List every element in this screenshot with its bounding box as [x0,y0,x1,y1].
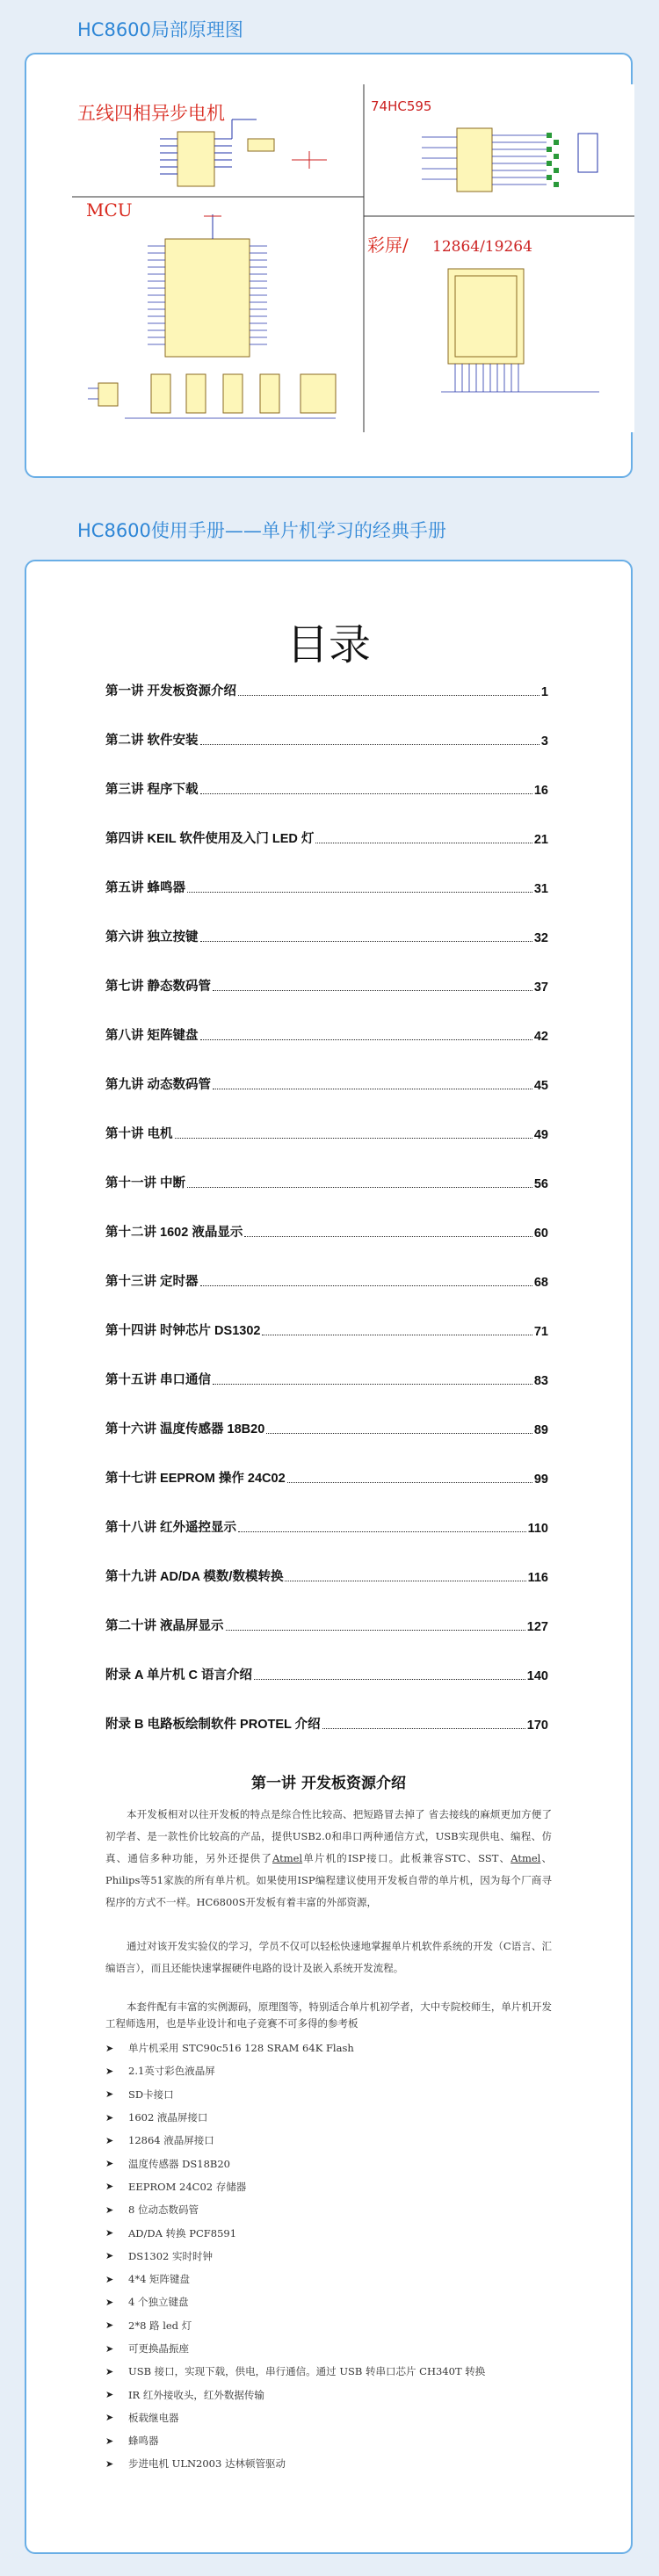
feature-text: 板载继电器 [128,2411,179,2424]
toc-entry-page: 89 [533,1423,548,1437]
arrow-bullet-icon: ➤ [105,2250,114,2262]
feature-item [105,2314,562,2337]
toc-dot-leader [322,1728,525,1729]
arrow-bullet-icon: ➤ [105,2065,114,2077]
toc-entry[interactable] [105,1123,548,1142]
toc-dot-leader [238,695,540,696]
toc-entry-page: 31 [533,882,548,896]
toc-dot-leader [213,990,532,991]
label-motor: 五线四相异步电机 [77,103,225,124]
toc-entry-page: 3 [540,734,548,749]
toc-entry-label: 第十一讲 中断 [105,1176,186,1190]
feature-item [105,2337,562,2360]
feature-text: 单片机采用 STC90c516 128 SRAM 64K Flash [128,2042,354,2055]
toc-entry-page: 99 [533,1473,548,1487]
toc-entry-label: 第八讲 矩阵键盘 [105,1029,199,1043]
arrow-bullet-icon: ➤ [105,2389,114,2401]
toc-entry-label: 附录 B 电路板绘制软件 PROTEL 介绍 [105,1718,321,1732]
toc-entry-page: 170 [526,1719,548,1733]
feature-text: AD/DA 转换 PCF8591 [128,2226,237,2240]
feature-text: SD卡接口 [128,2088,174,2101]
toc-entry-label: 第十六讲 温度传感器 18B20 [105,1422,265,1436]
toc-entry-label: 附录 A 单片机 C 语言介绍 [105,1668,253,1682]
feature-item [105,2290,562,2313]
toc-dot-leader [200,793,532,794]
toc-entry-label: 第二十讲 液晶屏显示 [105,1619,224,1633]
toc-dot-leader [200,941,532,942]
toc-entry-label: 第十三讲 定时器 [105,1275,199,1289]
toc-entry[interactable] [105,926,548,945]
feature-item [105,2268,562,2290]
arrow-bullet-icon: ➤ [105,2296,114,2308]
toc-entry[interactable] [105,1713,548,1733]
toc-entry-page: 16 [533,784,548,798]
feature-text: 2*8 路 led 灯 [128,2319,192,2332]
feature-item [105,2106,562,2129]
manual-card [25,560,633,2554]
toc-entry-label: 第六讲 独立按键 [105,930,199,944]
feature-text: 蜂鸣器 [128,2435,159,2448]
arrow-bullet-icon: ➤ [105,2227,114,2240]
toc-entry[interactable] [105,1566,548,1585]
arrow-bullet-icon: ➤ [105,2181,114,2193]
arrow-bullet-icon: ➤ [105,2457,114,2470]
feature-item [105,2452,562,2475]
toc-entry[interactable] [105,1221,548,1241]
feature-text: 2.1英寸彩色液晶屏 [128,2065,215,2078]
toc-entry[interactable] [105,680,548,699]
section-title-schematic: HC8600局部原理图 [77,19,243,40]
arrow-bullet-icon: ➤ [105,2042,114,2054]
feature-text: 4 个独立键盘 [128,2296,189,2309]
toc-entry[interactable] [105,1615,548,1634]
feature-text: 12864 液晶屏接口 [128,2134,214,2147]
toc-dot-leader [238,1531,526,1532]
feature-text: EEPROM 24C02 存储器 [128,2180,247,2193]
lecture-heading: 第一讲 开发板资源介绍 [251,1775,406,1792]
feature-item [105,2059,562,2082]
toc-entry[interactable] [105,1172,548,1191]
toc-entry-label: 第十二讲 1602 液晶显示 [105,1226,243,1240]
lecture-paragraph-3: 本套件配有丰富的实例源码，原理图等，特别适合单片机初学者，大中专院校师生，单片机开发工程师选用，也是毕业设计和电子竞赛不可多得的参考板 [105,2001,552,2030]
toc-entry[interactable] [105,1024,548,1044]
feature-text: 4*4 矩阵键盘 [128,2273,191,2286]
feature-item [105,2245,562,2268]
toc-entry-page: 56 [533,1177,548,1191]
feature-item [105,2221,562,2244]
toc-entry-page: 45 [533,1079,548,1093]
toc-entry-label: 第七讲 静态数码管 [105,980,212,994]
label-hc595: 74HC595 [371,98,432,114]
arrow-bullet-icon: ➤ [105,2111,114,2124]
arrow-bullet-icon: ➤ [105,2365,114,2377]
arrow-bullet-icon: ➤ [105,2134,114,2146]
section-title-manual: HC8600使用手册——单片机学习的经典手册 [77,520,446,541]
toc-entry-page: 42 [533,1030,548,1044]
feature-text: 8 位动态数码管 [128,2203,199,2217]
feature-item [105,2152,562,2174]
label-lcd: 12864/19264 [432,238,532,256]
toc-entry-page: 1 [540,685,548,699]
feature-item [105,2129,562,2152]
toc-entry-page: 60 [533,1226,548,1241]
toc-entry-label: 第五讲 蜂鸣器 [105,881,186,895]
toc-entry-label: 第十五讲 串口通信 [105,1373,212,1387]
toc-entry-page: 71 [533,1325,548,1339]
toc-dot-leader [226,1630,525,1631]
arrow-bullet-icon: ➤ [105,2319,114,2332]
lecture-paragraph-2: 通过对该开发实验仪的学习，学员不仅可以轻松快速地掌握单片机软件系统的开发（C语言、汇编语言），而且还能快速掌握硬件电路的设计及嵌入系统开发流程。 [105,1940,552,1974]
toc-entry-page: 127 [526,1620,548,1634]
toc-dot-leader [200,1285,532,1286]
toc-entry[interactable] [105,828,548,847]
feature-text: IR 红外接收头，红外数据传输 [128,2388,264,2401]
toc-entry-label: 第十九讲 AD/DA 模数/数模转换 [105,1570,284,1584]
toc-dot-leader [175,1138,532,1139]
toc-dot-leader [213,1384,532,1385]
toc-entry-page: 116 [527,1571,548,1585]
toc-dot-leader [200,1039,532,1040]
feature-item [105,2083,562,2106]
arrow-bullet-icon: ➤ [105,2342,114,2355]
toc-entry-page: 49 [533,1128,548,1142]
toc-entry[interactable] [105,778,548,798]
toc-dot-leader [254,1679,525,1680]
toc-entry[interactable] [105,975,548,995]
toc-entry-page: 110 [527,1522,548,1536]
arrow-bullet-icon: ➤ [105,2203,114,2216]
feature-text: DS1302 实时时钟 [128,2249,214,2262]
toc-entry-page: 68 [533,1276,548,1290]
feature-item [105,2406,562,2429]
toc-entry-label: 第三讲 程序下载 [105,783,199,797]
toc-entry[interactable] [105,729,548,749]
toc-entry-label: 第十讲 电机 [105,1127,173,1141]
schematic-card [25,53,633,478]
toc-dot-leader [200,744,540,745]
toc-entry[interactable] [105,1369,548,1388]
toc-entry-label: 第十四讲 时钟芯片 DS1302 [105,1324,261,1338]
toc-entry-label: 第十八讲 红外遥控显示 [105,1521,237,1535]
toc-entry-page: 32 [533,931,548,945]
toc-entry[interactable] [105,1074,548,1093]
feature-text: 可更换晶振座 [128,2342,189,2355]
feature-text: 温度传感器 DS18B20 [128,2157,230,2170]
feature-item [105,2037,562,2059]
toc-entry[interactable] [105,877,548,896]
arrow-bullet-icon: ➤ [105,2412,114,2424]
label-mcu: MCU [86,199,133,221]
toc-entry-label: 第十七讲 EEPROM 操作 24C02 [105,1472,286,1486]
arrow-bullet-icon: ➤ [105,2158,114,2170]
toc-entry-label: 第二讲 软件安装 [105,734,199,748]
toc-heading: 目录 [286,620,371,669]
toc-entry-page: 37 [533,980,548,995]
toc-entry[interactable] [105,1320,548,1339]
feature-text: 1602 液晶屏接口 [128,2111,208,2124]
feature-list [105,2037,562,2476]
arrow-bullet-icon: ➤ [105,2088,114,2101]
toc-entry-label: 第一讲 开发板资源介绍 [105,684,237,698]
arrow-bullet-icon: ➤ [105,2273,114,2285]
toc-dot-leader [287,1482,532,1483]
toc-entry-label: 第四讲 KEIL 软件使用及入门 LED 灯 [105,832,315,846]
toc-entry[interactable] [105,1467,548,1487]
feature-item [105,2429,562,2452]
feature-text: 步进电机 ULN2003 达林顿管驱动 [128,2457,286,2471]
feature-item [105,2360,562,2383]
toc-entry[interactable] [105,1418,548,1437]
toc-dot-leader [244,1236,532,1237]
feature-text: USB 接口，实现下载，供电，串行通信。通过 USB 转串口芯片 CH340T 转换 [128,2365,486,2378]
feature-item [105,2175,562,2198]
toc-entry-page: 83 [533,1374,548,1388]
toc-entry-page: 21 [533,833,548,847]
feature-item [105,2198,562,2221]
toc-entry-label: 第九讲 动态数码管 [105,1078,212,1092]
toc-dot-leader [187,1187,532,1188]
lecture-paragraph-1: 本开发板相对以往开发板的特点是综合性比较高、把短路冒去掉了 省去接线的麻烦更加方便了初学者、是一款性价比较高的产品，提供USB2.0和串口两种通信方式，USB实现供电、编程、仿真、通信多种功能，另外还提供了Atmel单片机的ISP接口。此板兼容STC、SST、Atmel、Philips等51家族的所有单片机。如果使用ISP编程建议使用开发板自带的单片机，因为每个厂商寻程序的方式不一样。HC6800S开发板有着丰富的外部资源， [105,1808,553,1908]
arrow-bullet-icon: ➤ [105,2435,114,2447]
toc-entry-page: 140 [526,1669,548,1683]
toc-entry[interactable] [105,1270,548,1290]
toc-dot-leader [266,1433,532,1434]
toc-entry[interactable] [105,1516,548,1536]
toc-entry[interactable] [105,1664,548,1683]
toc-dot-leader [187,892,532,893]
feature-item [105,2383,562,2406]
label-lcd-prefix: 彩屏/ [367,235,409,256]
schematic-image [72,84,634,432]
